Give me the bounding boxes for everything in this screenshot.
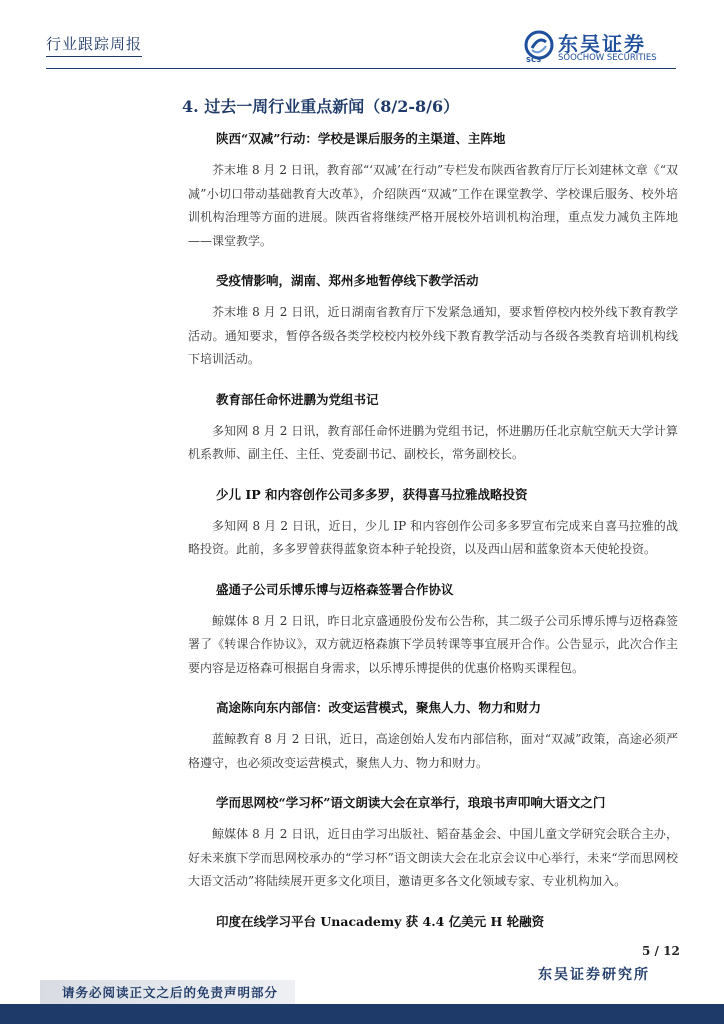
page-number: 5 / 12 [642, 944, 680, 958]
logo-abbreviation: SCS [526, 56, 542, 64]
news-item [188, 698, 678, 775]
news-body: 芥末堆 8 月 2 日讯，教育部“‘双减’在行动”专栏发布陕西省教育厅厅长刘建林文章《“双减”小切口带动基础教育大改革》，介绍陕西“双减”工作在课堂教学、学校课后服务、校外培训机构治理等方面的进展。陕西省将继续严格开展校外培训机构治理，重点发力减负主阵地——课堂教学。 [188, 163, 678, 248]
news-body: 蓝鲸教育 8 月 2 日讯，近日，高途创始人发布内部信称，面对“双减”政策，高途必须严格遵守，也必须改变运营模式，聚焦人力、物力和财力。 [188, 732, 678, 770]
news-item [188, 485, 678, 562]
news-title: 盛通子公司乐博乐博与迈格森签署合作协议 [216, 581, 454, 597]
news-title: 受疫情影响，湖南、郑州多地暂停线下教学活动 [216, 273, 479, 288]
section-title: 4. 过去一周行业重点新闻（8/2-8/6） [182, 97, 460, 116]
news-item [188, 912, 678, 930]
news-body: 鲸媒体 8 月 2 日讯，昨日北京盛通股份发布公告称，其二级子公司乐博乐博与迈格森签署了《转课合作协议》，双方就迈格森旗下学员转课等事宜展开合作。公告显示，此次合作主要内容是迈格森可根据自身需求，以乐博乐博提供的优惠价格购买课程包。 [188, 613, 678, 675]
news-title: 高途陈向东内部信：改变运营模式，聚焦人力、物力和财力 [216, 700, 542, 715]
footer-organization: 东吴证券研究所 [538, 967, 650, 983]
disclaimer-note: 请务必阅读正文之后的免责声明部分 [62, 985, 279, 1000]
news-body: 多知网 8 月 2 日讯，教育部任命怀进鹏为党组书记，怀进鹏历任北京航空航天大学计算机系教师、副主任、主任、党委副书记、副校长，常务副校长。 [188, 423, 678, 461]
news-body: 鲸媒体 8 月 2 日讯，近日由学习出版社、韬奋基金会、中国儿童文学研究会联合主办，好未来旗下学而思网校承办的“学习杯”语文朗读大会在北京会议中心举行，未来“学而思网校大语文活动”将陆续展开更多文化项目，邀请更多各文化领域专家、专业机构加入。 [188, 827, 678, 888]
news-body: 芥末堆 8 月 2 日讯，近日湖南省教育厅下发紧急通知，要求暂停校内校外线下教育教学活动。通知要求，暂停各级各类学校校内校外线下教育教学活动与各级各类教育培训机构线下培训活动。 [188, 305, 678, 366]
news-title: 少儿 IP 和内容创作公司多多罗，获得喜马拉雅战略投资 [216, 486, 528, 502]
header-title: 行业跟踪周报 [46, 33, 142, 57]
news-body: 多知网 8 月 2 日讯，近日，少儿 IP 和内容创作公司多多罗宣布完成来自喜马拉雅的战略投资。此前，多多罗曾获得蓝象资本种子轮投资，以及西山居和蓝象资本天使轮投资。 [188, 518, 678, 556]
company-logo [524, 28, 674, 68]
news-title: 教育部任命怀进鹏为党组书记 [216, 391, 379, 407]
news-item [188, 129, 678, 253]
logo-chinese-name: 东吴证券 [558, 32, 646, 56]
news-title: 学而思网校“学习杯”语文朗读大会在京举行，琅琅书声叩响大语文之门 [216, 795, 606, 810]
header-divider [46, 68, 676, 69]
footer-band [0, 1004, 724, 1024]
news-item [188, 271, 678, 372]
logo-english-name: SOOCHOW SECURITIES [558, 53, 657, 63]
news-item [188, 580, 678, 681]
news-title: 陕西“双减”行动：学校是课后服务的主渠道、主阵地 [216, 131, 506, 146]
news-title: 印度在线学习平台 Unacademy 获 4.4 亿美元 H 轮融资 [216, 913, 545, 929]
news-item [188, 390, 678, 467]
news-item [188, 793, 678, 894]
news-list [188, 129, 678, 942]
